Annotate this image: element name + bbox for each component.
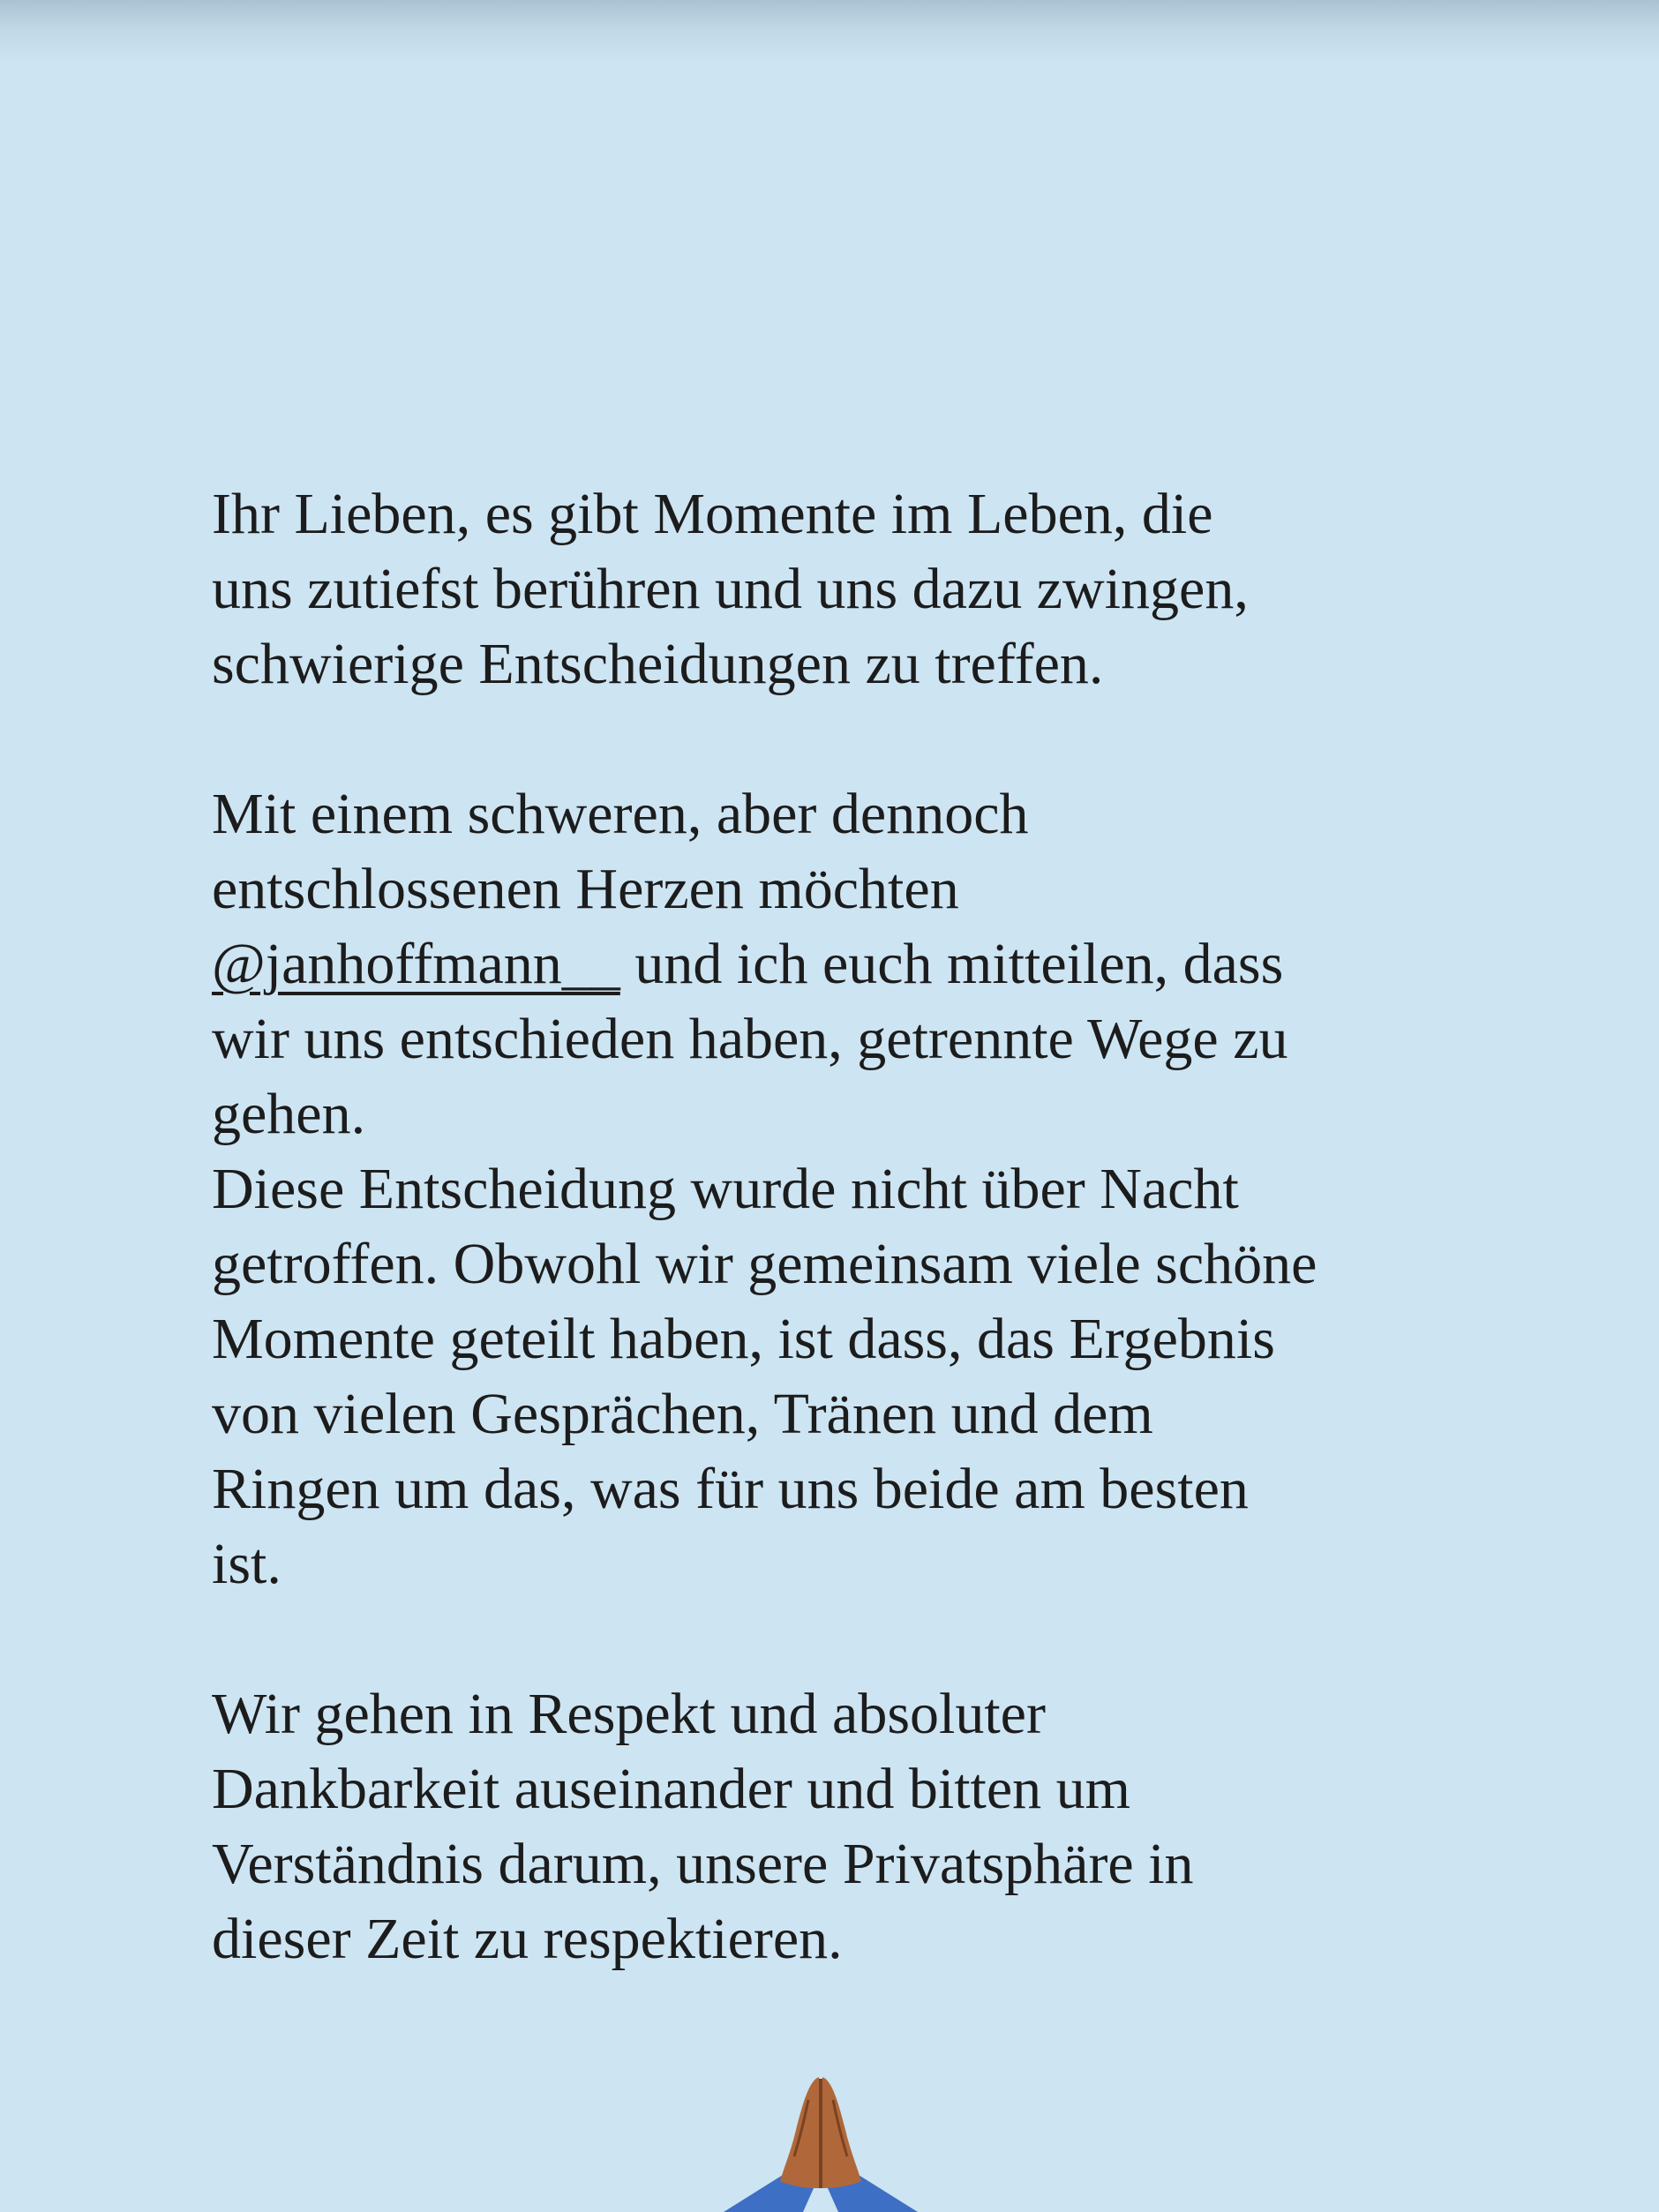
text-line: Verständnis darum, unsere Privatsphäre in [212, 1832, 1194, 1896]
text-line: entschlossenen Herzen möchten [212, 857, 959, 921]
text-line: Mit einem schweren, aber dennoch [212, 782, 1029, 846]
text-line: Ringen um das, was für uns beide am besten [212, 1457, 1249, 1521]
top-shade [0, 0, 1659, 62]
text-line: ist. [212, 1532, 282, 1596]
text-line: dieser Zeit zu respektieren. [212, 1907, 843, 1971]
paragraph-gap [212, 701, 1518, 776]
paragraph-gap [212, 1601, 1518, 1676]
text-line [212, 926, 1518, 1001]
text-line: gehen. [212, 1082, 366, 1146]
text-line: getroffen. Obwohl wir gemeinsam viele schöne [212, 1232, 1317, 1296]
text-line: wir uns entschieden haben, getrennte Wege zu [212, 1007, 1288, 1071]
text-line: Wir gehen in Respekt und absoluter [212, 1682, 1046, 1746]
text-line: von vielen Gesprächen, Tränen und dem [212, 1382, 1153, 1446]
text-line: Momente geteilt haben, ist dass, das Ergebnis [212, 1307, 1275, 1371]
folded-hands-icon [706, 2065, 935, 2212]
text-line: uns zutiefst berühren und uns dazu zwingen, [212, 557, 1249, 621]
text-line: Dankbarkeit auseinander und bitten um [212, 1757, 1131, 1821]
mention-link[interactable]: @janhoffmann__ [212, 932, 620, 996]
text-fragment: und ich euch mitteilen, dass [619, 932, 1284, 996]
story-text [212, 476, 1518, 1976]
text-line: Diese Entscheidung wurde nicht über Nacht [212, 1157, 1239, 1221]
text-line: Ihr Lieben, es gibt Momente im Leben, die [212, 482, 1213, 546]
text-line: schwierige Entscheidungen zu treffen. [212, 632, 1104, 696]
